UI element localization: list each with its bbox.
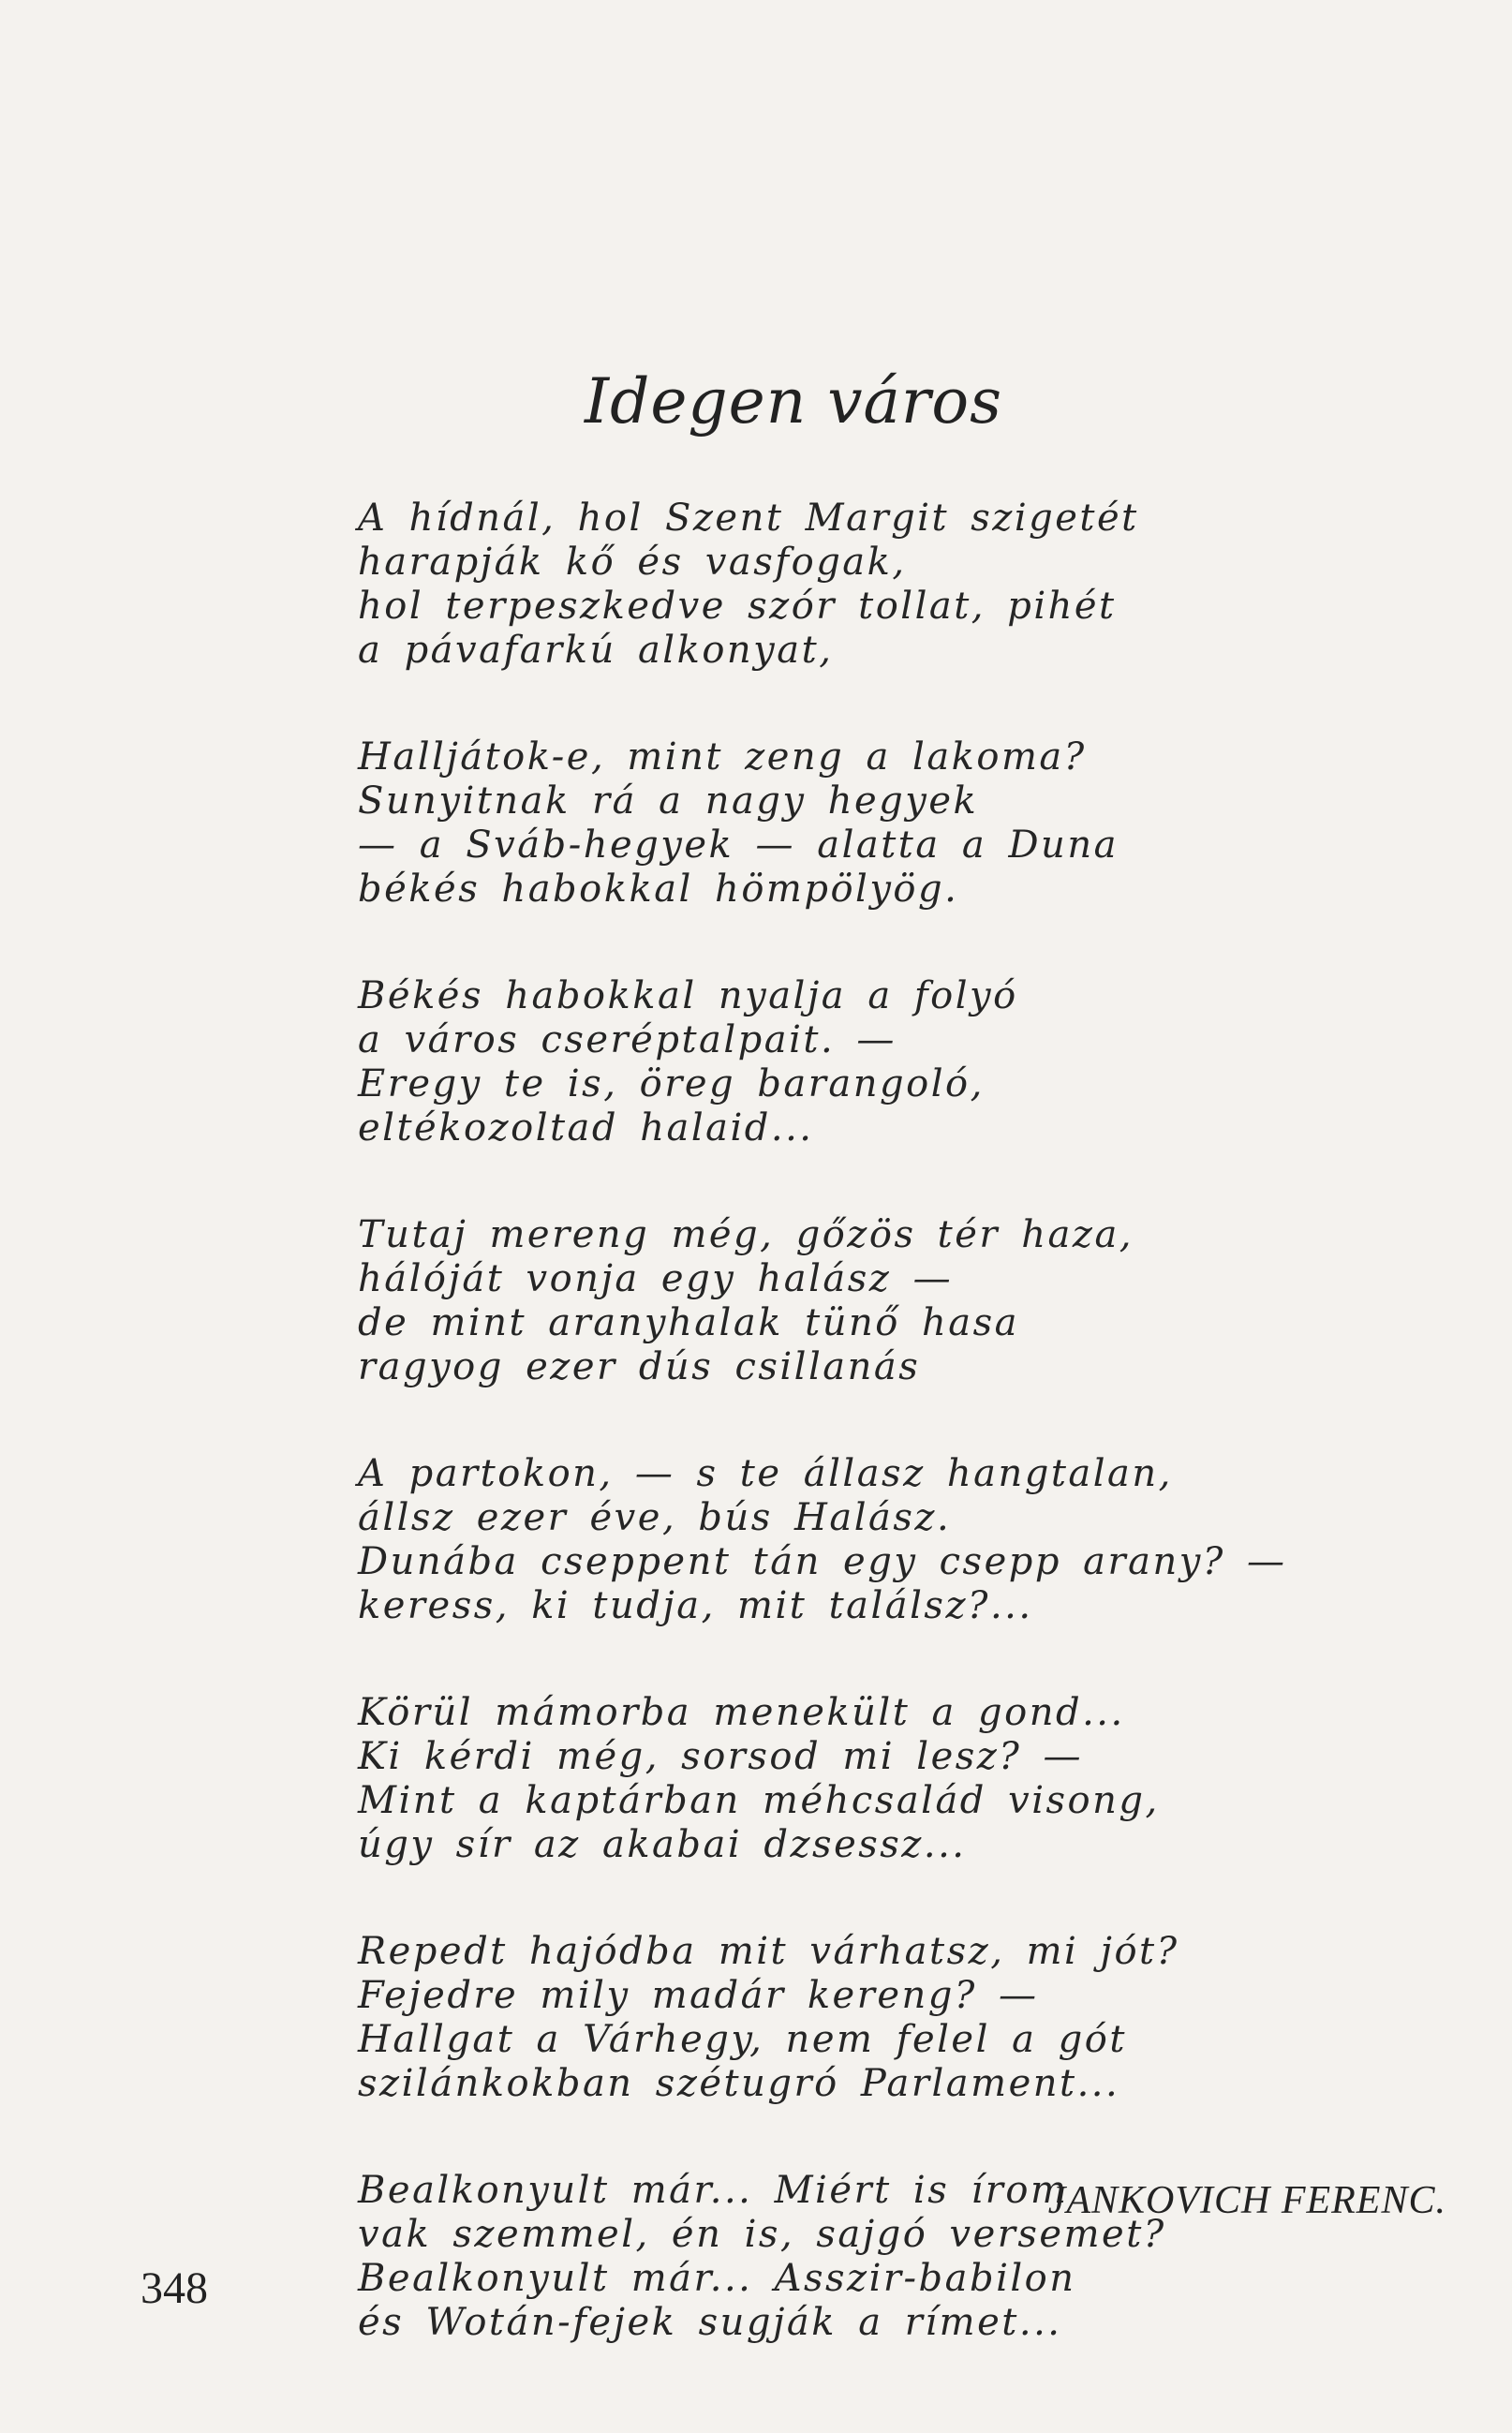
poem-line: — a Sváb-hegyek — alatta a Duna (358, 823, 1119, 867)
poem-line: hol terpeszkedve szór tollat, pihét (358, 585, 1117, 628)
poem-line: szilánkokban szétugró Parlament... (358, 2062, 1120, 2105)
poem-line: Mint a kaptárban méhcsalád visong, (358, 1779, 1160, 1822)
poem-line: eltékozoltad halaid... (358, 1106, 814, 1150)
poem-line: A partokon, — s te állasz hangtalan, (358, 1452, 1173, 1495)
poem-line: Dunába cseppent tán egy csepp arany? — (358, 1540, 1287, 1583)
poem-line: úgy sír az akabai dzsessz... (358, 1823, 967, 1866)
poem-line: Ki kérdi még, sorsod mi lesz? — (358, 1735, 1083, 1778)
poem-line: vak szemmel, én is, sajgó versemet? (358, 2213, 1166, 2256)
poem-line: Tutaj mereng még, gőzös tér haza, (358, 1213, 1134, 1256)
poem-line: Eregy te is, öreg barangoló, (358, 1062, 985, 1105)
poem-line: de mint aranyhalak tünő hasa (358, 1301, 1020, 1344)
poem-line: ragyog ezer dús csillanás (358, 1345, 921, 1388)
poem-body (358, 497, 1295, 2408)
poem-line: Körül mámorba menekült a gond... (358, 1691, 1125, 1734)
poem-line: a pávafarkú alkonyat, (358, 629, 834, 672)
poem-author: JANKOVICH FERENC. (1047, 2179, 1446, 2222)
stanza (358, 1930, 1295, 2106)
poem-line: Halljátok-e, mint zeng a lakoma? (358, 735, 1087, 779)
poem-line: A hídnál, hol Szent Margit szigetét (358, 497, 1139, 540)
page-number: 348 (141, 2263, 208, 2313)
poem-line: Bealkonyult már... Asszir-babilon (358, 2257, 1076, 2300)
stanza (358, 1213, 1295, 1389)
stanza (358, 735, 1295, 912)
poem-line: harapják kő és vasfogak, (358, 541, 907, 584)
poem-line: a város cseréptalpait. — (358, 1018, 897, 1061)
stanza (358, 974, 1295, 1150)
stanza (358, 497, 1295, 673)
poem-line: békés habokkal hömpölyög. (358, 868, 959, 911)
poem-line: hálóját vonja egy halász — (358, 1257, 954, 1300)
poem-line: és Wotán-fejek sugják a rímet... (358, 2301, 1062, 2344)
poem-line: Repedt hajódba mit várhatsz, mi jót? (358, 1930, 1179, 1973)
poem-line: Fejedre mily madár kereng? — (358, 1974, 1039, 2017)
poem-line: Békés habokkal nyalja a folyó (358, 974, 1018, 1017)
poem-line: keress, ki tudja, mit találsz?... (358, 1584, 1033, 1627)
poem-line: Sunyitnak rá a nagy hegyek (358, 779, 979, 823)
poem-line: állsz ezer éve, bús Halász. (358, 1496, 952, 1539)
stanza (358, 1691, 1295, 1867)
poem-line: Hallgat a Várhegy, nem felel a gót (358, 2018, 1127, 2061)
poem-title: Idegen város (585, 365, 1002, 438)
poem-line: Bealkonyult már... Miért is írom (358, 2169, 1069, 2212)
stanza (358, 1452, 1295, 1628)
